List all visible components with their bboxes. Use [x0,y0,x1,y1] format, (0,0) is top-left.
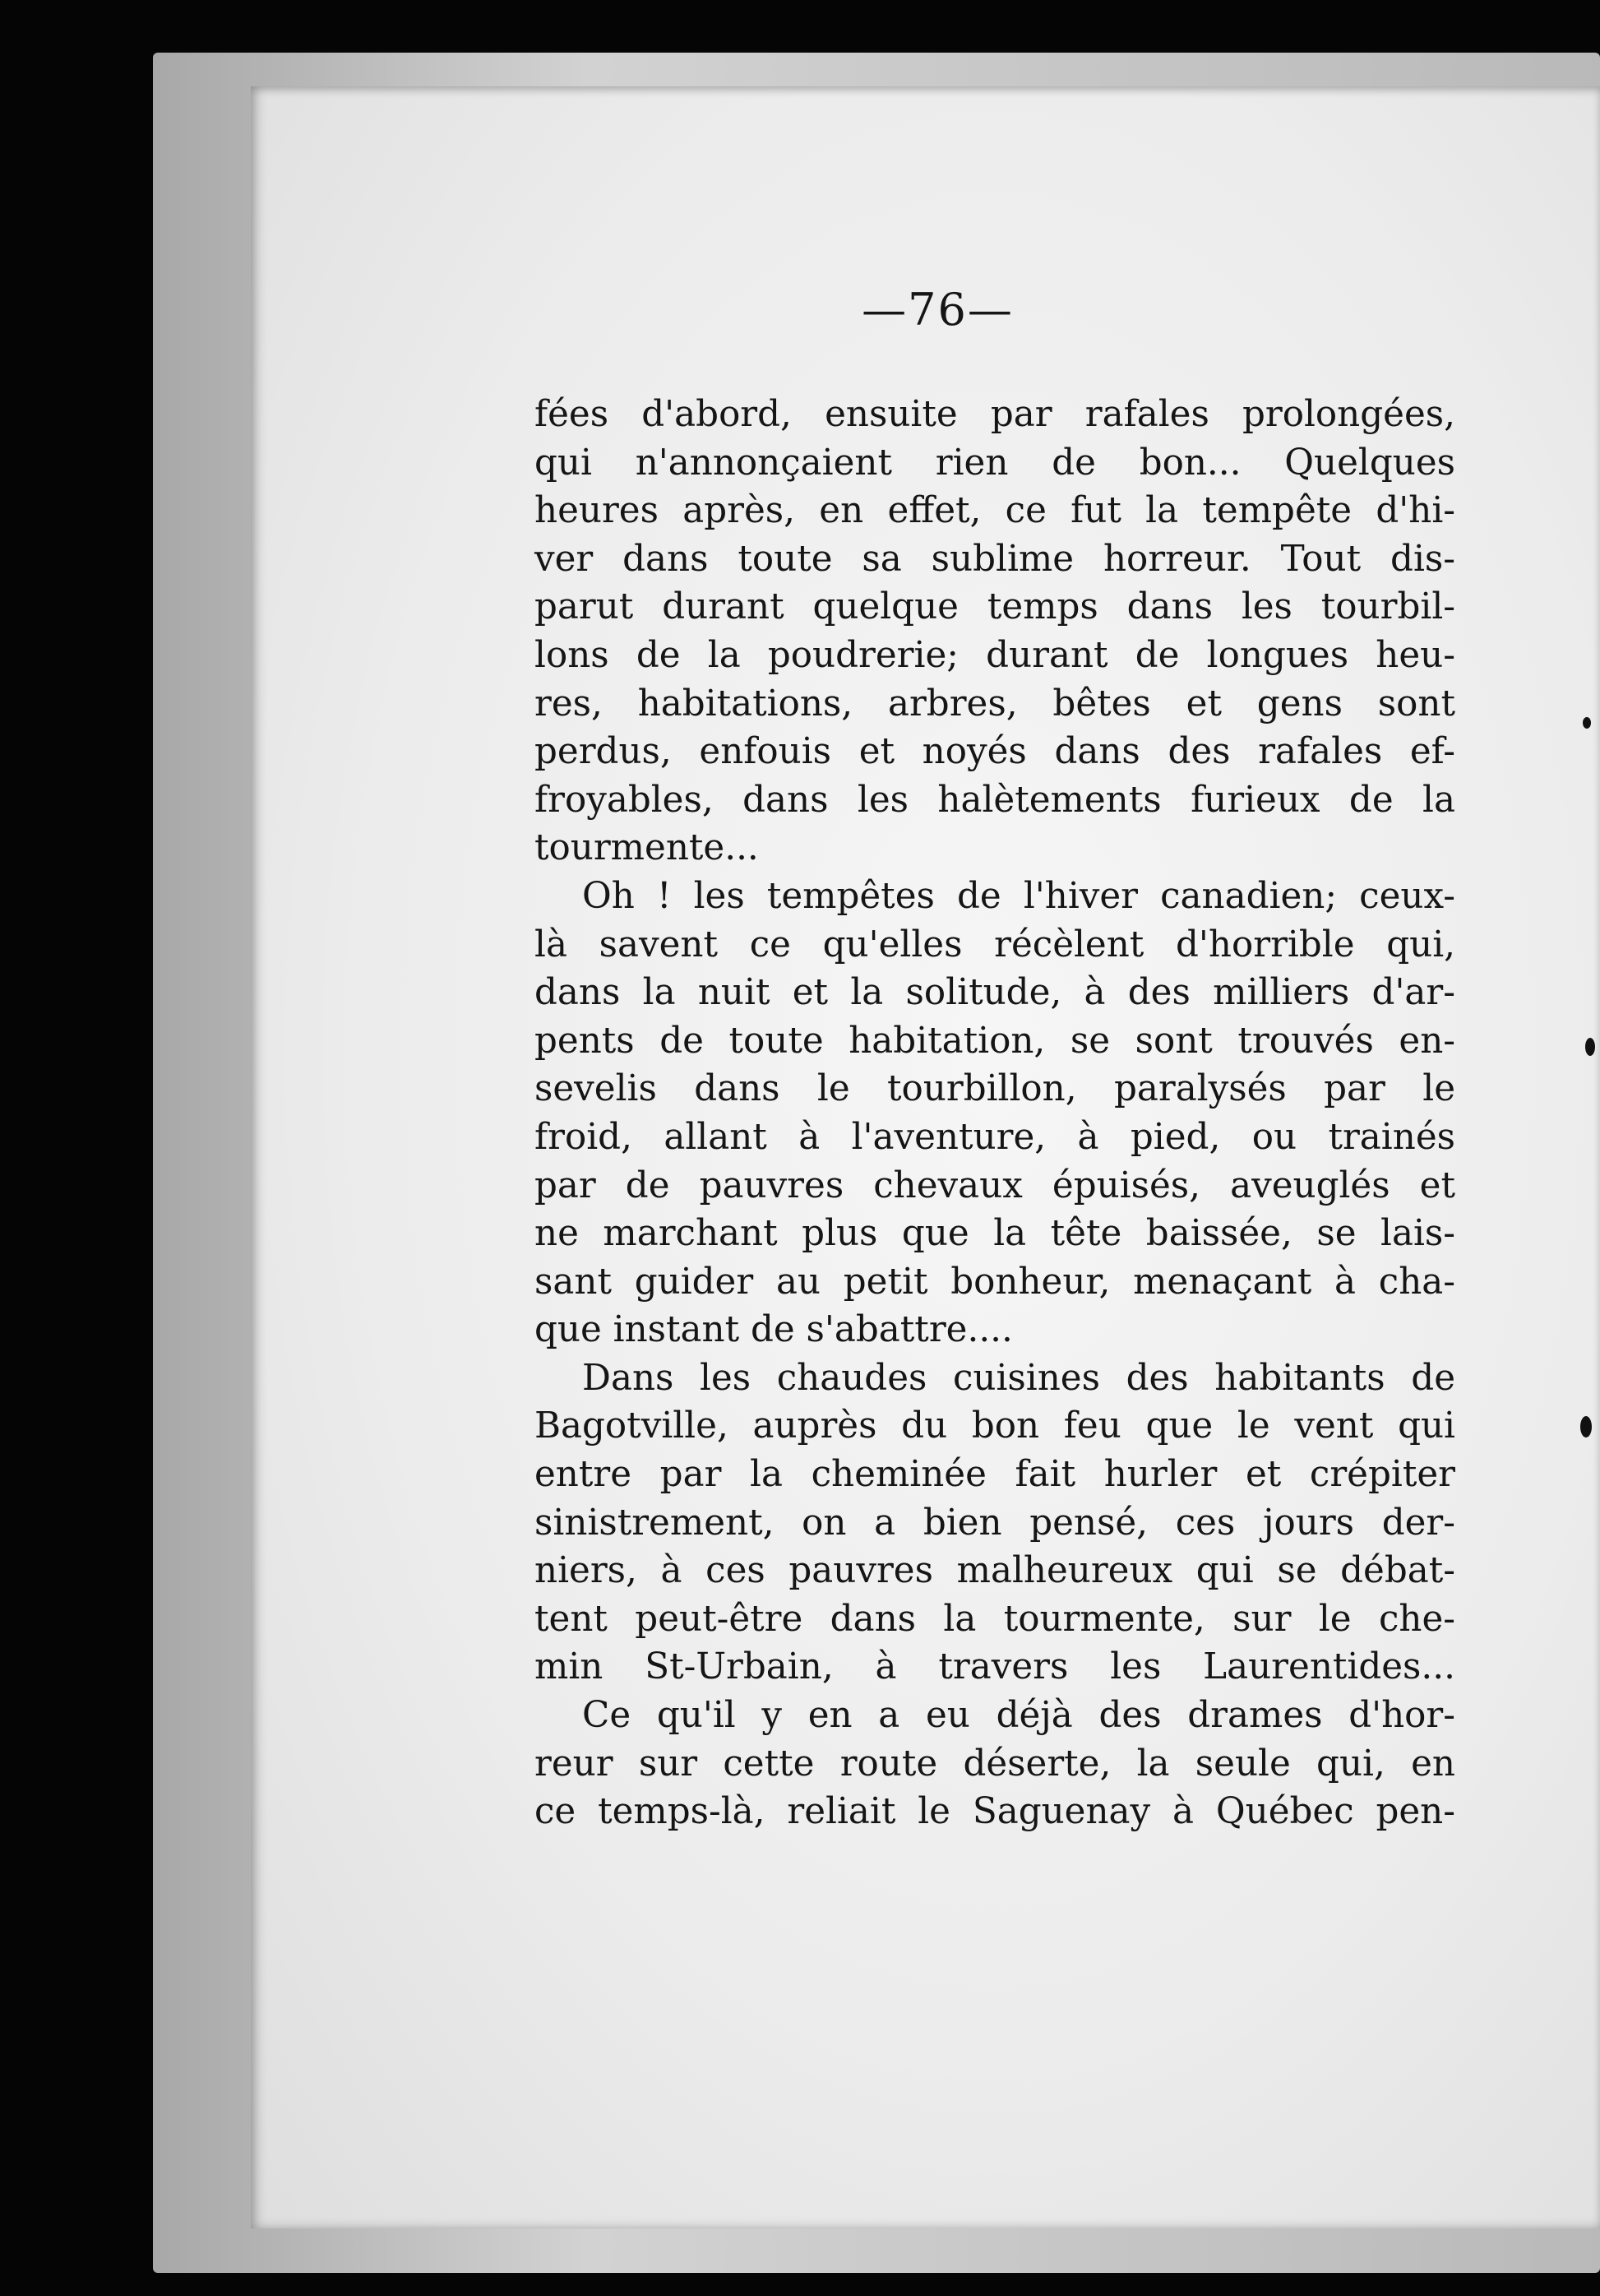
text-line: perdus, enfouis et noyés dans des rafales ef- [534,731,1455,773]
text-line: Bagotville, auprès du bon feu que le vent qui [534,1405,1455,1447]
text-line: froyables, dans les halètements furieux de la [534,779,1455,821]
text-line: là savent ce qu'elles récèlent d'horrible qui, [534,923,1455,965]
text-line: par de pauvres chevaux épuisés, aveuglés et [534,1164,1455,1206]
text-line: qui n'annonçaient rien de bon... Quelques [534,442,1455,484]
text-line: lons de la poudrerie; durant de longues heu- [534,634,1455,676]
text-line: Dans les chaudes cuisines des habitants de [582,1357,1455,1399]
text-line: Ce qu'il y en a eu déjà des drames d'hor- [582,1695,1455,1737]
text-line: sevelis dans le tourbillon, paralysés par le [534,1068,1455,1110]
text-line: ver dans toute sa sublime horreur. Tout dis- [534,538,1455,580]
text-line: ce temps-là, reliait le Saguenay à Québec pen- [534,1791,1455,1833]
text-line: fées d'abord, ensuite par rafales prolongées, [534,394,1455,435]
page-number: —76— [862,284,1014,336]
text-line: heures après, en effet, ce fut la tempête d'hi- [534,490,1455,532]
text-line: ne marchant plus que la tête baissée, se lais- [534,1213,1455,1255]
text-line: sant guider au petit bonheur, menaçant à cha- [534,1261,1455,1303]
book-page [251,86,1600,2229]
text-line: entre par la cheminée fait hurler et crépiter [534,1454,1455,1496]
margin-speck [1580,1416,1592,1437]
margin-speck [1583,717,1591,729]
margin-speck [1585,1038,1595,1056]
text-line: tourmente... [534,827,759,869]
text-line: Oh ! les tempêtes de l'hiver canadien; ceux- [582,875,1455,917]
text-line: froid, allant à l'aventure, à pied, ou trainés [534,1116,1455,1158]
text-line: min St-Urbain, à travers les Laurentides... [534,1646,1455,1688]
page-text [534,391,1455,1836]
text-line: reur sur cette route déserte, la seule qui, en [534,1743,1455,1784]
text-line: que instant de s'abattre.... [534,1309,1013,1351]
text-line: res, habitations, arbres, bêtes et gens sont [534,683,1455,724]
text-line: sinistrement, on a bien pensé, ces jours der- [534,1502,1455,1544]
text-line: tent peut-être dans la tourmente, sur le che- [534,1598,1455,1640]
text-line: niers, à ces pauvres malheureux qui se débat- [534,1550,1455,1592]
text-line: pents de toute habitation, se sont trouvés en- [534,1020,1455,1062]
text-line: dans la nuit et la solitude, à des milliers d'ar- [534,972,1455,1014]
text-line: parut durant quelque temps dans les tourbil- [534,586,1455,628]
